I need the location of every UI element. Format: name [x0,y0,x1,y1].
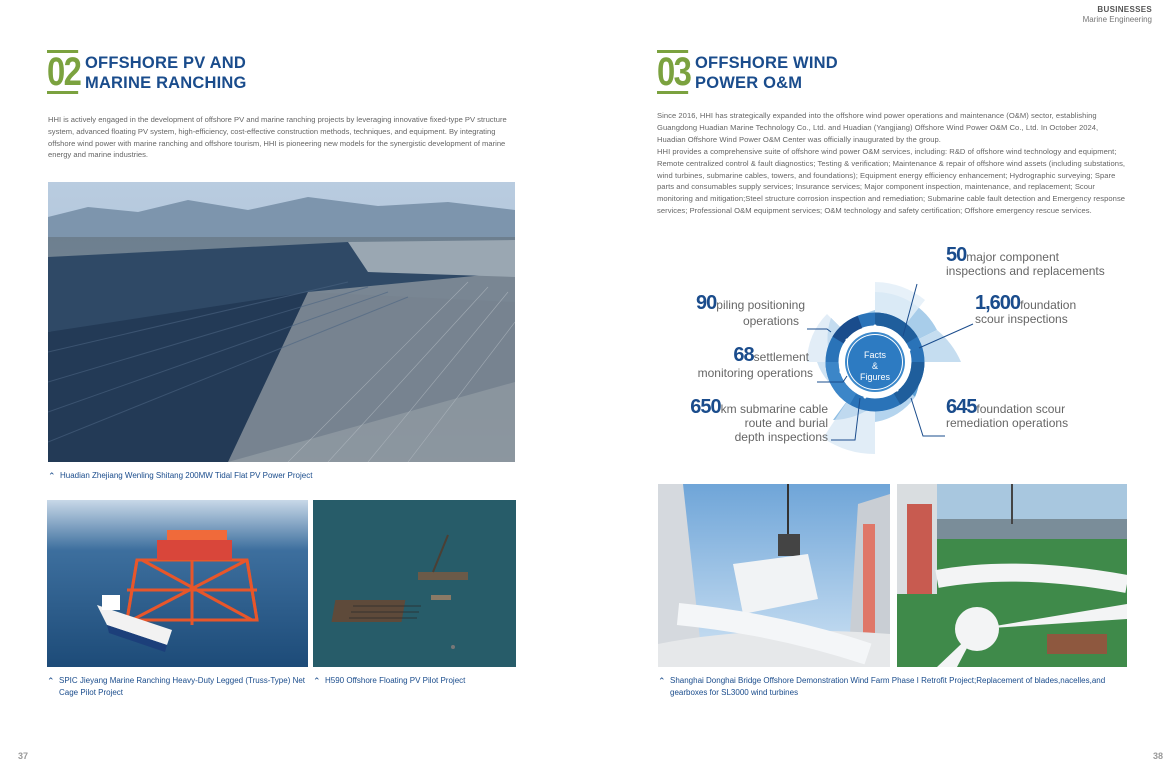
chevron-up-icon: ⌃ [658,676,666,686]
stat-text: remediation operations [946,416,1069,430]
chevron-up-icon: ⌃ [48,471,56,481]
section-title [695,53,838,93]
stat-value: 50 [946,244,967,266]
intro-paragraph: HHI is actively engaged in the development of offshore PV and marine ranching projects by leveraging innovative fixed-type PV structure system, advanced floating PV system, high-efficiency, cost-effective construction methods, techniques, and equipment. By integrating offshore wind power with marine ranching and offshore tourism, HHI is pioneering new models for the synergistic development of marine energy and marine industries. [48,115,507,160]
marine-ranching-photo [47,500,308,667]
facts-center-label [860,350,890,383]
stat-text: piling positioning [716,298,805,312]
stat-major-component [946,244,1136,278]
stat-value: 1,600 [975,292,1021,314]
facts-center-line2: Figures [860,372,891,382]
header-subcategory: Marine Engineering [1082,15,1152,24]
chevron-up-icon: ⌃ [313,676,321,686]
floating-pv-photo [313,500,516,667]
stat-text: major component [966,250,1059,264]
blade-replacement-photo [897,484,1127,667]
stat-text: operations [742,314,799,328]
caption-text: Huadian Zhejiang Wenling Shitang 200MW Tidal Flat PV Power Project [60,471,313,480]
section-03-heading [657,50,838,94]
section-title [85,53,247,93]
stat-settlement [675,344,813,380]
stat-text: km submarine cable [720,402,828,416]
stat-text: depth inspections [734,430,828,444]
stat-foundation-scour [975,292,1125,326]
page-number-right: 38 [1152,751,1163,761]
stat-text: settlement [753,350,809,364]
header-tag [1083,5,1152,25]
facts-figures-infographic [655,240,1145,455]
stat-value: 68 [733,344,754,366]
ranching-photo-caption [47,675,309,699]
section-title-line2: MARINE RANCHING [85,74,247,92]
nacelle-lift-photo [658,484,890,667]
wind-paragraph-2: HHI provides a comprehensive suite of offshore wind power O&M services, including: R&D of offshore wind technology and equipment; Remote centralized control & fault diagnostics; Testing & verification; Maintenance & repair of offshore wind assets (including substations, wind turbines, submarine cables, towers, and foundations); Equipment energy efficiency enhancement; Hydrographic surveying; Spare parts and consumables supply services; Insurance services; Major component inspection, maintenance, and replacement; Scour monitoring and mitigation;Steel structure corrosion inspection and remediation; Submarine cable fault detection and Emergency response services; Professional O&M equipment services; O&M technology and safety certification; Offshore emergency rescue services. [657,147,1126,215]
wind-paragraph-1: Since 2016, HHI has strategically expanded into the offshore wind power operations and maintenance (O&M) sector, establishing Guangdong Huadian Marine Technology Co., Ltd. and Huadian (Yangjiang) Offshore Wind Power O&M Co., Ltd. In October 2024, Huadian Offshore Wind Power O&M Center was officially inaugurated by the group. [657,111,1099,144]
page-number-left: 37 [18,751,29,761]
section-number: 02 [47,50,81,94]
stat-scour-remediation [946,396,1116,430]
section-title-line2: POWER O&M [695,74,803,92]
floating-photo-caption [313,675,518,687]
chevron-up-icon: ⌃ [47,676,55,686]
pv-photo-caption [48,470,518,482]
stat-piling [675,292,805,328]
section-02-heading [47,50,247,94]
stat-submarine-cable [675,396,828,444]
stat-value: 90 [696,292,717,314]
stat-text: scour inspections [975,312,1068,326]
stat-text: inspections and replacements [946,264,1105,278]
caption-text: H590 Offshore Floating PV Pilot Project [325,676,466,685]
caption-text: Shanghai Donghai Bridge Offshore Demonstration Wind Farm Phase I Retrofit Project;Replacement of blades,nacelles,and gearboxes for SL3000 wind turbines [670,676,1106,697]
wind-photo-caption [658,675,1128,699]
stat-text: route and burial [744,416,828,430]
section-title-line1: OFFSHORE PV AND [85,54,246,72]
header-category: BUSINESSES [1097,5,1152,14]
pv-aerial-photo [48,182,515,462]
stat-value: 645 [946,396,977,418]
facts-center-line1: Facts & [863,350,886,371]
stat-text: foundation scour [976,402,1066,416]
caption-text: SPIC Jieyang Marine Ranching Heavy-Duty Legged (Truss-Type) Net Cage Pilot Project [59,676,306,697]
section-number: 03 [657,50,691,94]
section-title-line1: OFFSHORE WIND [695,54,838,72]
stat-text: monitoring operations [697,366,813,380]
stat-value: 650 [690,396,721,418]
stat-text: foundation [1020,298,1077,312]
